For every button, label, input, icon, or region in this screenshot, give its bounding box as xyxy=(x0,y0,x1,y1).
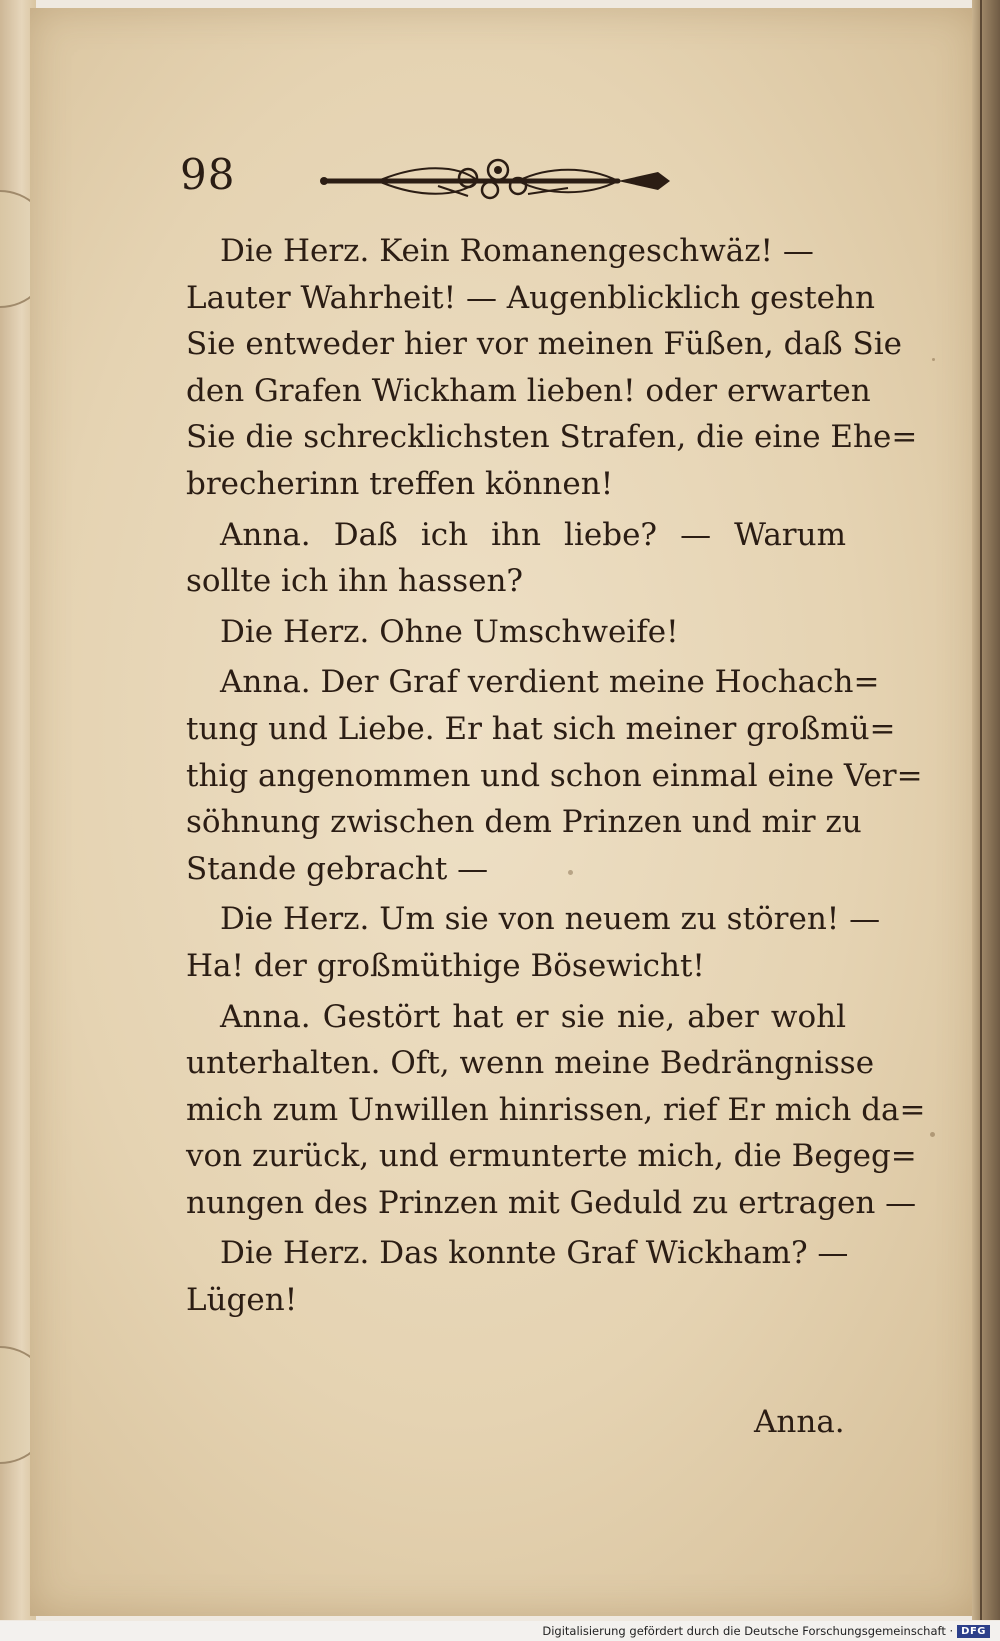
catchword: Anna. xyxy=(754,1404,845,1440)
footer xyxy=(542,1624,990,1638)
text-line: nungen des Prinzen mit Geduld zu ertragen — xyxy=(186,1184,917,1221)
text-line: mich zum Unwillen hinrissen, rief Er mich da= xyxy=(186,1091,926,1128)
text-line: Sie die schrecklichsten Strafen, die eine Ehe= xyxy=(186,419,918,456)
text-line: unterhalten. Oft, wenn meine Bedrängnisse xyxy=(186,1045,875,1082)
dfg-logo: DFG xyxy=(957,1625,990,1638)
text-line: sollte ich ihn hassen? xyxy=(186,563,524,600)
paper-speck xyxy=(930,1132,935,1137)
paper-speck xyxy=(932,358,935,361)
text-line: Lügen! xyxy=(186,1282,298,1319)
text-line: Lauter Wahrheit! — Augenblicklich gestehn xyxy=(186,279,875,316)
page-number: 98 xyxy=(180,150,236,199)
text-line: Anna. Der Graf verdient meine Hochach= xyxy=(220,664,880,701)
text-line: Die Herz. Kein Romanengeschwäz! — xyxy=(220,233,814,269)
text-line: Ha! der großmüthige Bösewicht! xyxy=(186,947,705,984)
book-right-edge xyxy=(972,0,1000,1620)
text-line: tung und Liebe. Er hat sich meiner großmü= xyxy=(186,710,896,747)
text-line: von zurück, und ermunterte mich, die Begeg= xyxy=(186,1138,917,1175)
footer-credit: Digitalisierung gefördert durch die Deutsche Forschungsgemeinschaft · xyxy=(542,1624,954,1638)
footer-bar xyxy=(0,1621,1000,1641)
text-line: den Grafen Wickham lieben! oder erwarten xyxy=(186,372,871,409)
text-line: Anna. Daß ich ihn liebe? — Warum xyxy=(220,516,846,553)
book-spine-line xyxy=(980,0,982,1620)
text-line: brecherinn treffen können! xyxy=(186,465,614,502)
main-text xyxy=(186,228,926,1324)
text-line: Die Herz. Ohne Umschweife! xyxy=(220,613,679,650)
text-line: Die Herz. Das konnte Graf Wickham? — xyxy=(220,1235,849,1272)
text-line: Anna. Gestört hat er sie nie, aber wohl xyxy=(220,998,846,1035)
text-line: thig angenommen und schon einmal eine Ver= xyxy=(186,757,923,794)
text-line: Stande gebracht — xyxy=(186,850,489,887)
text-line: Die Herz. Um sie von neuem zu stören! — xyxy=(220,901,881,938)
text-line: Sie entweder hier vor meinen Füßen, daß Sie xyxy=(186,326,902,363)
vignette-ornament xyxy=(318,156,698,208)
text-line: söhnung zwischen dem Prinzen und mir zu xyxy=(186,804,862,841)
